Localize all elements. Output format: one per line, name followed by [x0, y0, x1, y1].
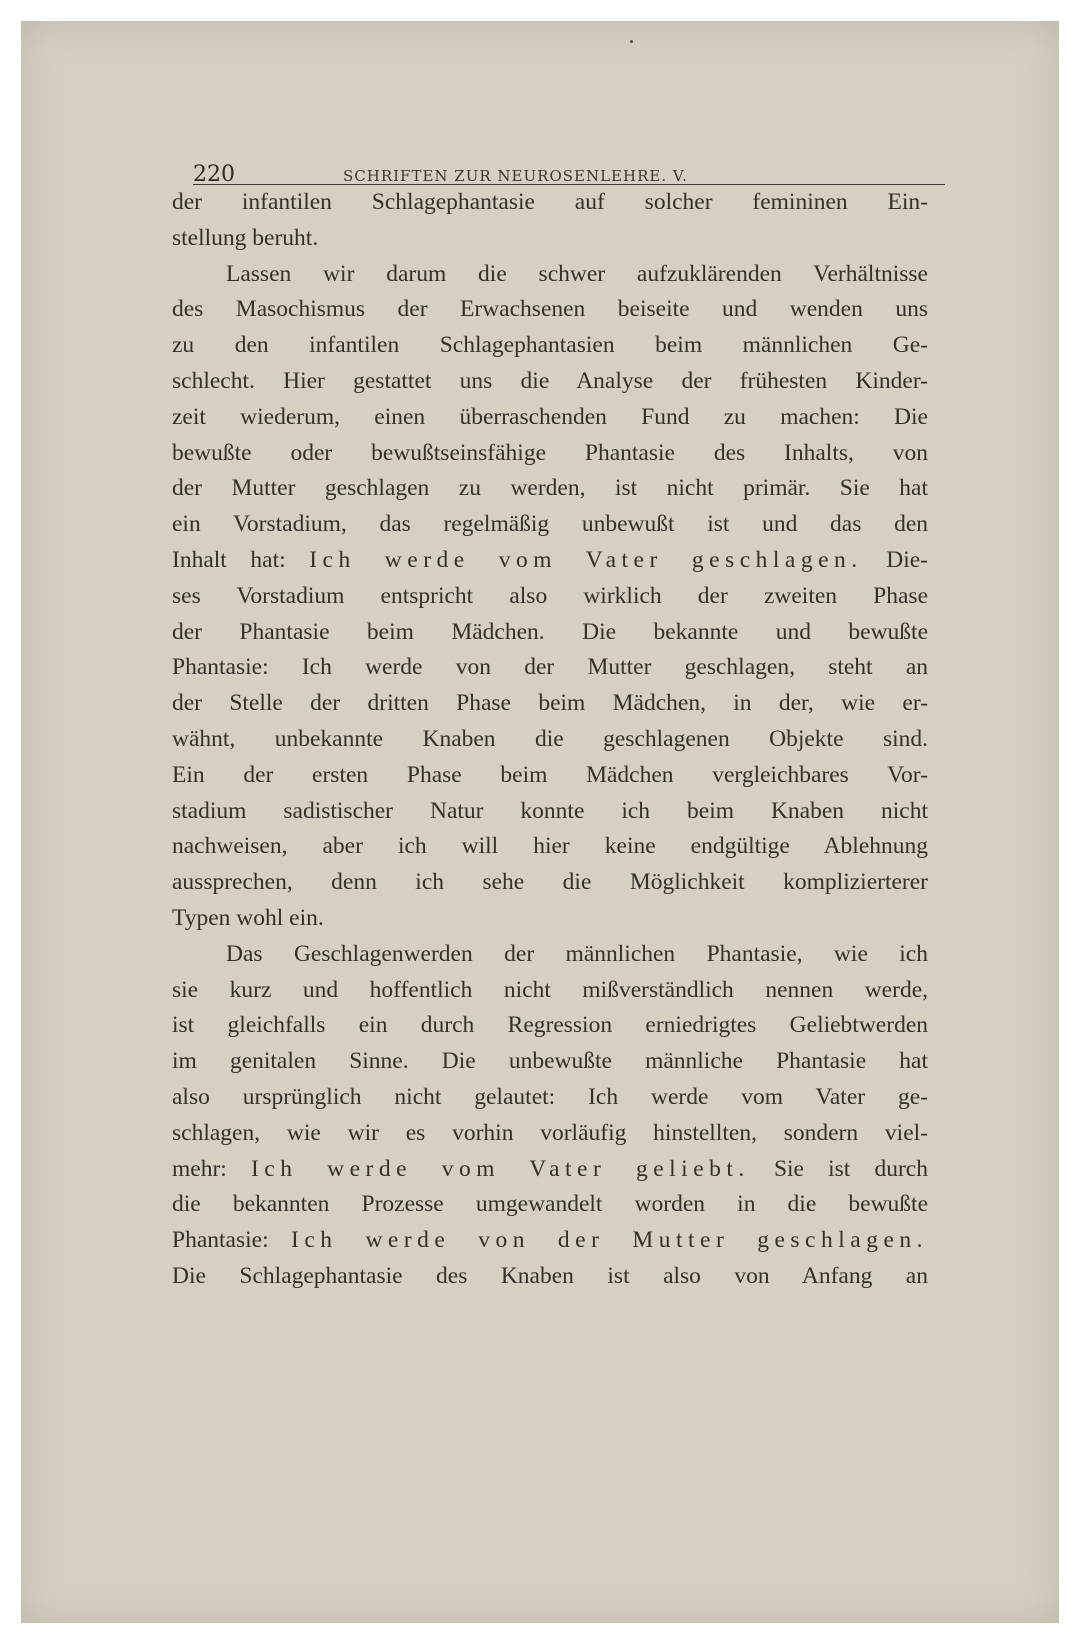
text-line: Das Geschlagenwerden der männlichen Phantasie, wie ich: [226, 940, 928, 967]
text-line: schlecht. Hier gestattet uns die Analyse der frühesten Kinder-: [172, 367, 928, 394]
text-fragment: Inhalt hat:: [172, 546, 286, 573]
paper-speck: [630, 40, 633, 43]
text-line: schlagen, wie wir es vorhin vorläufig hinstellten, sondern viel-: [172, 1119, 928, 1146]
text-line: ses Vorstadium entspricht also wirklich der zweiten Phase: [172, 582, 928, 609]
running-head: SCHRIFTEN ZUR NEUROSENLEHRE. V.: [343, 167, 688, 185]
text-line: [172, 1223, 928, 1259]
text-line: im genitalen Sinne. Die unbewußte männliche Phantasie hat: [172, 1048, 928, 1075]
page-header: [193, 144, 945, 185]
text-line: wähnt, unbekannte Knaben die geschlagenen Objekte sind.: [172, 725, 928, 752]
text-line: der Stelle der dritten Phase beim Mädchen, in der, wie er-: [172, 690, 928, 717]
text-line: der infantilen Schlagephantasie auf solcher femininen Ein-: [172, 189, 928, 215]
text-line: also ursprünglich nicht gelautet: Ich werde vom Vater ge-: [172, 1083, 928, 1110]
page-number: 220: [193, 162, 235, 187]
text-line: zu den infantilen Schlagephantasien beim männlichen Ge-: [172, 332, 928, 359]
text-line: Lassen wir darum die schwer aufzuklärenden Verhältnisse: [226, 260, 928, 287]
text-line: aussprechen, denn ich sehe die Möglichkeit komplizierterer: [172, 869, 928, 896]
text-line: des Masochismus der Erwachsenen beiseite und wenden uns: [172, 296, 928, 323]
body-text: [172, 185, 928, 1295]
text-line: sie kurz und hoffentlich nicht mißverständlich nennen werde,: [172, 976, 928, 1003]
text-line: stellung beruht.: [172, 224, 319, 251]
text-line: stadium sadistischer Natur konnte ich beim Knaben nicht: [172, 797, 928, 824]
text-line: Phantasie: Ich werde von der Mutter geschlagen, steht an: [172, 654, 928, 681]
text-fragment: mehr:: [172, 1155, 227, 1182]
text-line: Typen wohl ein.: [172, 904, 324, 931]
text-fragment: Die-: [886, 546, 928, 573]
text-fragment: Sie ist durch: [773, 1155, 928, 1182]
text-line: [172, 543, 928, 579]
text-line: bewußte oder bewußtseinsfähige Phantasie des Inhalts, von: [172, 439, 928, 466]
text-line: [172, 1152, 928, 1188]
text-line: ist gleichfalls ein durch Regression erniedrigtes Geliebtwerden: [172, 1012, 928, 1039]
text-line: nachweisen, aber ich will hier keine endgültige Ablehnung: [172, 833, 928, 860]
spaced-emphasis: Ich werde vom Vater geliebt.: [250, 1155, 750, 1182]
text-line: ein Vorstadium, das regelmäßig unbewußt ist und das den: [172, 511, 928, 538]
spaced-emphasis: Ich werde vom Vater geschlagen.: [309, 546, 863, 573]
text-line: Die Schlagephantasie des Knaben ist also von Anfang an: [172, 1262, 928, 1289]
text-line: der Phantasie beim Mädchen. Die bekannte und bewußte: [172, 618, 928, 645]
text-fragment: Phantasie:: [172, 1227, 269, 1254]
spaced-emphasis: Ich werde von der Mutter geschlagen.: [291, 1227, 928, 1254]
text-line: der Mutter geschlagen zu werden, ist nicht primär. Sie hat: [172, 475, 928, 502]
text-line: die bekannten Prozesse umgewandelt worden in die bewußte: [172, 1191, 928, 1218]
text-line: zeit wiederum, einen überraschenden Fund zu machen: Die: [172, 403, 928, 430]
text-line: Ein der ersten Phase beim Mädchen vergleichbares Vor-: [172, 761, 928, 788]
